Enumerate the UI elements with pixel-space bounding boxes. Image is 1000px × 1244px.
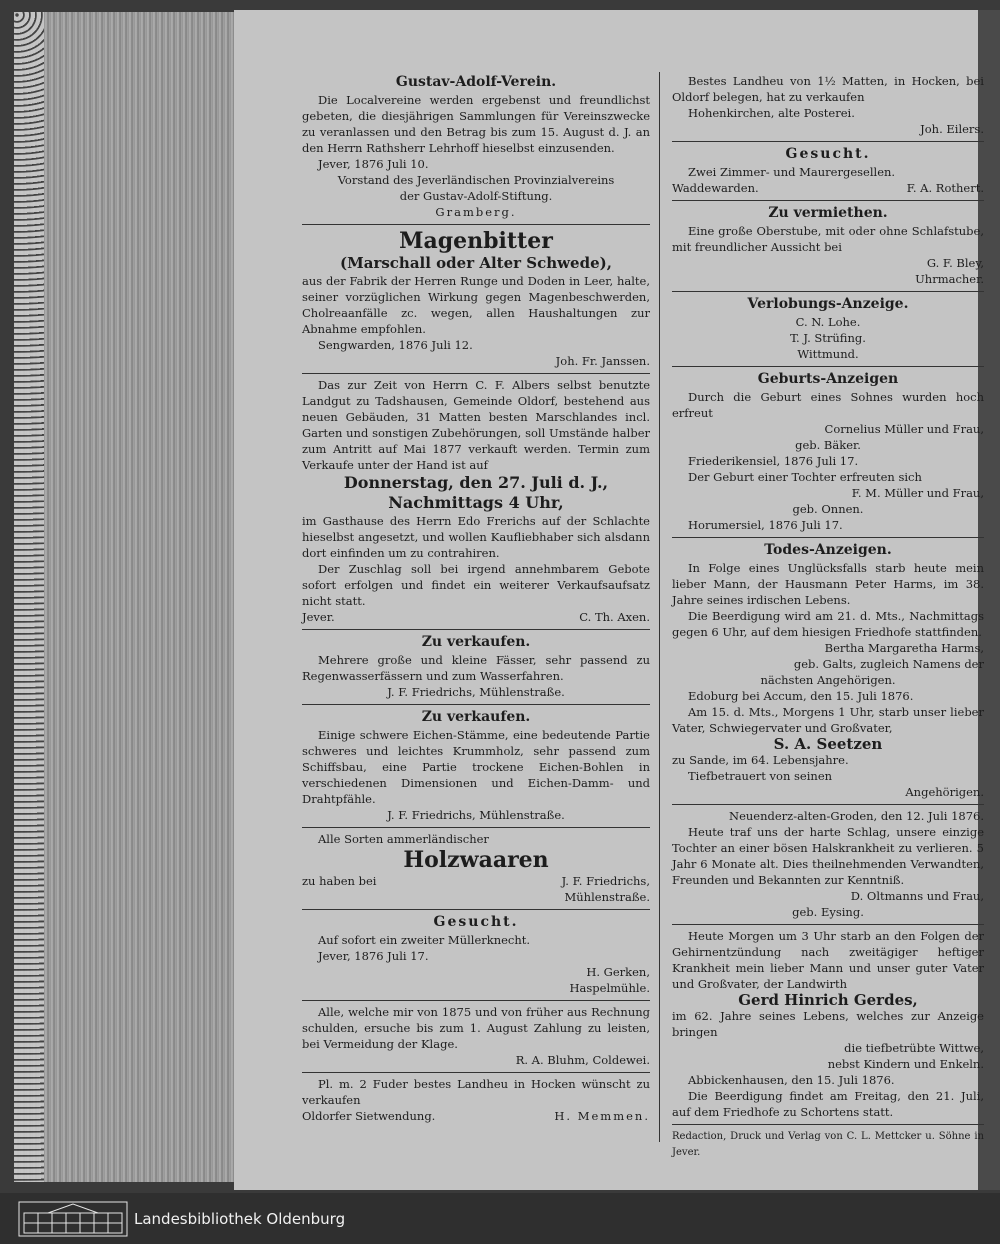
ad-bluhm [302,1001,650,1073]
ad-line: Hohenkirchen, alte Posterei. [688,106,855,120]
ad-date: Edoburg bei Accum, den 15. Juli 1876. [688,689,914,703]
ad-body: Zwei Zimmer- und Maurergesellen. [688,165,896,179]
ad-line: Vorstand des Jeverländischen Provinzialvereins [337,173,615,187]
ad-body: zu Sande, im 64. Lebensjahre. [672,753,849,767]
ad-date: Abbickenhausen, den 15. Juli 1876. [688,1073,895,1087]
ad-body: Der Geburt einer Tochter erfreuten sich [688,470,922,484]
ad-place: Wittmund. [797,347,859,361]
ad-place: Waddewarden. [672,181,759,195]
ad-date: Horumersiel, 1876 Juli 17. [688,518,843,532]
ad-signature: J. F. Friedrichs, Mühlenstraße. [387,808,565,822]
ad-line: zu haben bei [302,874,377,888]
left-column [302,70,650,1128]
ad-signature-row [672,180,984,196]
ad-line: Tiefbetrauert von seinen [688,769,833,783]
ad-place: Jever. [302,610,335,624]
ad-body: Eine große Oberstube, mit oder ohne Schlafstube, mit freundlicher Aussicht bei [672,224,984,254]
ad-body: im 62. Jahre seines Lebens, welches zur Anzeige bringen [672,1009,984,1039]
ad-body: im Gasthause des Herrn Edo Frerichs auf der Schlachte hieselbst angesetzt, und wollen Kaufliebhaber sich alsdann dort einfinden um zu contrahiren. [302,514,650,560]
ad-gustav-adolf [302,70,650,225]
ad-name: die tiefbetrübte Wittwe, [844,1041,984,1055]
footer-bar [0,1193,1000,1244]
ad-landgut [302,374,650,630]
ad-signature-row [302,1108,650,1124]
ad-landheu [302,1073,650,1128]
ad-signature: F. A. Rothert. [906,181,984,195]
ad-body: Alle, welche mir von 1875 und von früher aus Rechnung schulden, ersuche bis zum 1. August Zahlung zu leisten, bei Vermeidung der Klage. [302,1005,650,1051]
ad-signature: Joh. Fr. Janssen. [555,354,650,368]
ad-name: F. M. Müller und Frau, [851,486,984,500]
ad-heading: Zu vermiethen. [768,205,888,221]
ad-body: Die Beerdigung wird am 21. d. Mts., Nachmittags gegen 6 Uhr, auf dem hiesigen Friedhofe stattfinden. [672,609,984,639]
ad-signature: Uhrmacher. [915,272,984,286]
book-edge [14,12,44,1182]
ad-body: Einige schwere Eichen-Stämme, eine bedeutende Partie schweres und leichtes Krummholz, sehr passend zum Schiffsbau, eine Partie trockene Eichen-Bohlen in verschiedenen Dimensionen und Eichen-Damm- und Drahtpfähle. [302,728,650,806]
ad-verkaufen-1 [302,630,650,705]
ad-vermiethen [672,201,984,292]
imprint: Redaction, Druck und Verlag von C. L. Mettcker u. Söhne in Jever. [672,1131,984,1158]
ad-intro: Alle Sorten ammerländischer [318,832,489,846]
ad-verkaufen-2 [302,705,650,828]
library-building-icon [18,1201,128,1237]
ad-date: Jever, 1876 Juli 17. [318,949,429,963]
ad-name: Cornelius Müller und Frau, [824,422,984,436]
ad-holzwaaren [302,828,650,910]
ad-subheading: (Marschall oder Alter Schwede), [340,254,612,272]
column-divider [659,72,660,1142]
ad-line: der Gustav-Adolf-Stiftung. [399,189,553,203]
ad-heading: Zu verkaufen. [421,634,531,650]
ad-body: aus der Fabrik der Herren Runge und Doden in Leer, halte, seiner vorzüglichen Wirkung gegen Magenbeschwerden, Cholreaanfälle zc. wegen, allen Haushaltungen zur Abnahme empfohlen. [302,274,650,336]
ad-signature: Gramberg. [435,205,517,219]
ad-signature: C. Th. Axen. [579,610,650,624]
ad-heading: Magenbitter [399,228,553,254]
ad-signature: R. A. Bluhm, Coldewei. [515,1053,650,1067]
ad-body: Die Localvereine werden ergebenst und freundlichst gebeten, die diesjährigen Sammlungen für Vereinszwecke zu veranlassen und den Betrag bis zum 15. August d. J. an den Herrn Rathsherr Lehrhoff hieselbst einzusenden. [302,93,650,155]
ad-body: Das zur Zeit von Herrn C. F. Albers selbst benutzte Landgut zu Tadshausen, Gemeinde Oldorf, bestehend aus neuen Gebäuden, 31 Matten besten Marschlandes incl. Garten und sonstigen Zubehörungen, soll Umstände halber zum Antritt auf Mai 1877 verkauft werden. Termin zum Verkaufe unter der Hand ist auf [302,378,650,472]
ad-date: Neuenderz-alten-Groden, den 12. Juli 1876. [729,809,984,823]
ad-signature: G. F. Bley, [926,256,984,270]
ad-date: Friederikensiel, 1876 Juli 17. [688,454,859,468]
ad-name: C. N. Lohe. [795,315,861,329]
ad-signature-row [302,873,650,889]
ad-body: In Folge eines Unglücksfalls starb heute mein lieber Mann, der Hausmann Peter Harms, im 38. Jahre seines irdischen Lebens. [672,561,984,607]
right-column [672,70,984,1161]
ad-heading: Verlobungs-Anzeige. [747,296,909,312]
ad-signature-row [302,609,650,625]
ad-name: nächsten Angehörigen. [760,673,896,687]
ad-todes-2 [672,805,984,925]
ad-signature: Mühlenstraße. [564,890,650,904]
ad-body: Der Zuschlag soll bei irgend annehmbarem Gebote sofort erfolgen und findet ein weiterer Verkaufsaufsatz nicht statt. [302,562,650,608]
ad-signature: Angehörigen. [905,785,984,799]
ad-signature: H. Memmen. [554,1109,650,1123]
ad-body: Bestes Landheu von 1½ Matten, in Hocken, bei Oldorf belegen, hat zu verkaufen [672,74,984,104]
ad-heading: Todes-Anzeigen. [764,542,892,558]
ad-deceased-name: Gerd Hinrich Gerdes, [738,991,918,1009]
ad-gesucht-2 [672,142,984,201]
ad-body: Am 15. d. Mts., Morgens 1 Uhr, starb unser lieber Vater, Schwiegervater und Großvater, [672,705,984,735]
ad-name: Bertha Margaretha Harms, [824,641,984,655]
ad-heading: Gesucht. [433,914,519,930]
ad-signature: Haspelmühle. [569,981,650,995]
ad-magenbitter [302,225,650,374]
ad-todes [672,538,984,805]
ad-date: Sengwarden, 1876 Juli 12. [318,338,473,352]
ad-body: Auf sofort ein zweiter Müllerknecht. [318,933,531,947]
ad-name: nebst Kindern und Enkeln. [827,1057,984,1071]
ad-heading: Gesucht. [785,146,871,162]
ad-body: Mehrere große und kleine Fässer, sehr passend zu Regenwasserfässern und zum Wasserfahren. [302,653,650,683]
ad-todes-3 [672,925,984,1125]
ad-heading: Holzwaaren [403,847,549,873]
ad-heading: Geburts-Anzeigen [757,371,899,387]
ad-body: Heute Morgen um 3 Uhr starb an den Folgen der Gehirnentzündung nach zweitägiger heftiger Krankheit mein lieber Mann und unser guter Vater und Großvater, der Landwirth [672,929,984,991]
ad-body: Pl. m. 2 Fuder bestes Landheu in Hocken wünscht zu verkaufen [302,1077,650,1107]
ad-geburt [672,367,984,538]
ad-name: geb. Onnen. [792,502,864,516]
ad-date-heading: Donnerstag, den 27. Juli d. J., [343,473,609,492]
ad-body: Durch die Geburt eines Sohnes wurden hoch erfreut [672,390,984,420]
ad-time-heading: Nachmittags 4 Uhr, [388,493,564,512]
ad-landheu-2 [672,70,984,142]
ad-gesucht [302,910,650,1001]
ad-name: T. J. Strüfing. [790,331,866,345]
ad-name: geb. Galts, zugleich Namens der [793,657,984,671]
ad-signature: J. F. Friedrichs, Mühlenstraße. [387,685,565,699]
ad-body: Die Beerdigung findet am Freitag, den 21. Juli, auf dem Friedhofe zu Schortens statt. [672,1089,984,1119]
ad-name: geb. Eysing. [792,905,864,919]
ad-signature: Joh. Eilers. [920,122,984,136]
ad-name: D. Oltmanns und Frau, [850,889,984,903]
ad-name: geb. Bäker. [795,438,861,452]
ad-deceased-name: S. A. Seetzen [773,735,883,753]
ad-signature: H. Gerken, [586,965,650,979]
ad-signature: J. F. Friedrichs, [561,874,650,888]
ad-heading: Gustav-Adolf-Verein. [395,74,557,90]
ad-verlobung [672,292,984,367]
book-block [14,12,244,1182]
ad-place: Oldorfer Sietwendung. [302,1109,436,1123]
ad-body: Heute traf uns der harte Schlag, unsere einzige Tochter an einer bösen Halskrankheit zu verlieren. 5 Jahr 6 Monate alt. Dies theilnehmenden Verwandten, Freunden und Bekannten zur Kenntniß. [672,825,984,887]
library-name: Landesbibliothek Oldenburg [134,1210,346,1228]
ad-date: Jever, 1876 Juli 10. [318,157,429,171]
ad-heading: Zu verkaufen. [421,709,531,725]
